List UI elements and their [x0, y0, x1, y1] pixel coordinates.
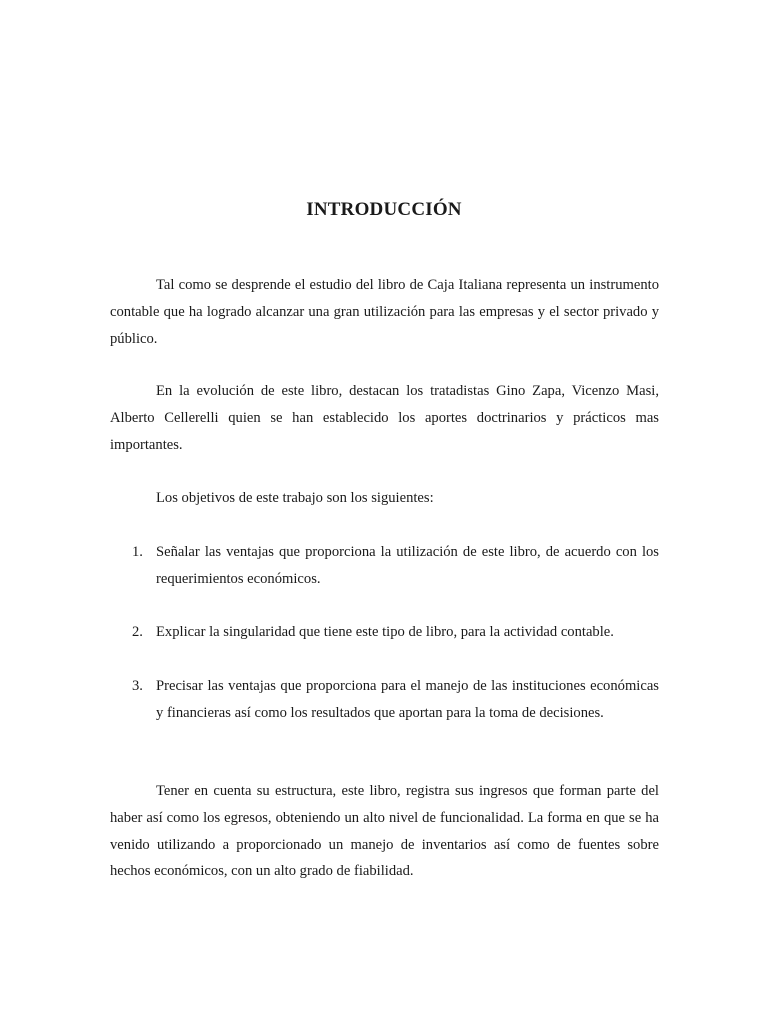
page-title: INTRODUCCIÓN [306, 199, 462, 220]
paragraph-evolution: En la evolución de este libro, destacan los tratadistas Gino Zapa, Vicenzo Masi, Alberto Cellerelli quien se han establecido los aportes doctrinarios y prácticos mas importantes. [110, 383, 659, 453]
list-item-text: Señalar las ventajas que proporciona la utilización de este libro, de acuerdo con los requerimientos económicos. [156, 544, 659, 587]
list-item-text: Precisar las ventajas que proporciona para el manejo de las instituciones económicas y financieras así como los resultados que aportan para la toma de decisiones. [156, 678, 659, 721]
paragraph-objectives-lead: Los objetivos de este trabajo son los siguientes: [156, 490, 434, 506]
list-item-number: 1. [132, 544, 143, 560]
list-item-number: 2. [132, 624, 143, 640]
list-item-text: Explicar la singularidad que tiene este tipo de libro, para la actividad contable. [156, 624, 614, 640]
paragraph-structure: Tener en cuenta su estructura, este libro, registra sus ingresos que forman parte del haber así como los egresos, obteniendo un alto nivel de funcionalidad. La forma en que se ha venido utilizando a proporcionado un manejo de inventarios así como de fuentes sobre hechos económicos, con un alto grado de fiabilidad. [110, 783, 659, 880]
list-item-number: 3. [132, 678, 143, 694]
paragraph-intro: Tal como se desprende el estudio del libro de Caja Italiana representa un instrumento contable que ha logrado alcanzar una gran utilización para las empresas y el sector privado y público. [110, 277, 659, 347]
